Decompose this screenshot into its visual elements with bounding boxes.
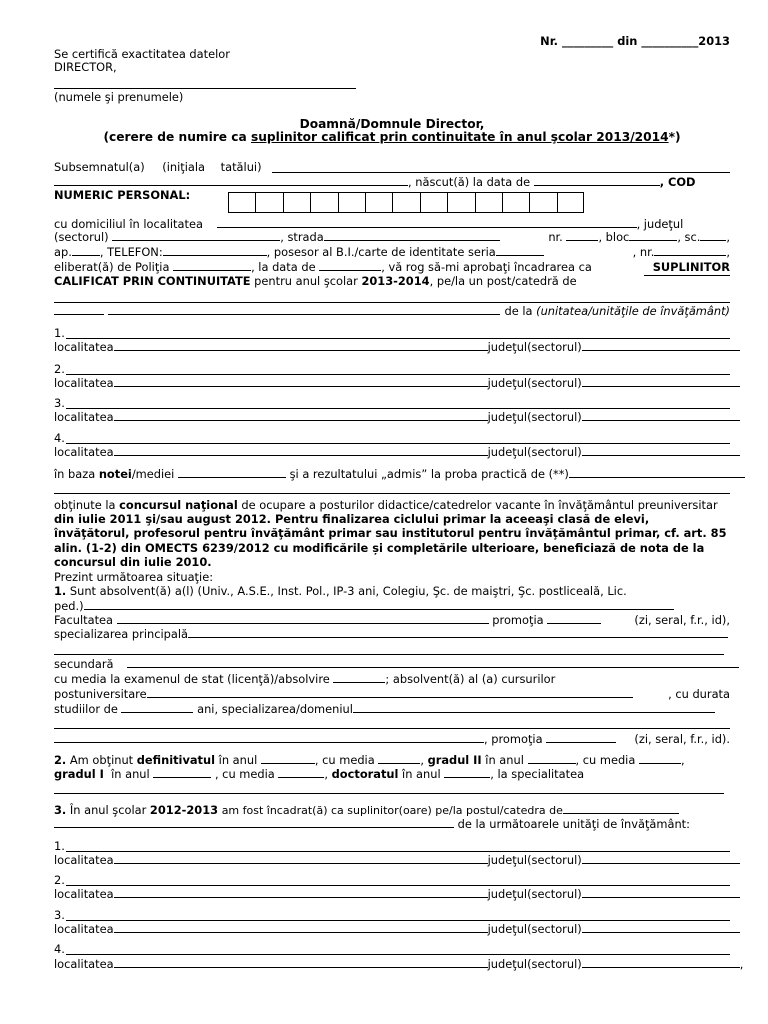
- domain-cont[interactable]: [54, 728, 730, 729]
- applicant-line-3: cu domiciliul în localitatea , judeţul: [54, 217, 684, 231]
- specialization-cont[interactable]: [54, 654, 724, 655]
- cnp-digit[interactable]: [228, 192, 255, 213]
- unit-b-4: 4.: [54, 942, 65, 956]
- cnp-digit[interactable]: [475, 192, 502, 213]
- unit-b-2: 2.: [54, 873, 65, 887]
- s3-post-field[interactable]: [563, 813, 679, 814]
- unit-b-1: 1.: [54, 839, 65, 853]
- exam-line: cu media la examenul de stat (licenţă)/absolvire ; absolvent(ă) al (a) cursurilor: [54, 672, 556, 686]
- cnp-digit[interactable]: [529, 192, 556, 213]
- cnp-digit[interactable]: [392, 192, 419, 213]
- promotion-2-field[interactable]: [546, 742, 616, 743]
- unit-a-1-field[interactable]: [66, 338, 730, 339]
- applicant-line-4: (sectorul) , strada nr. , bloc , sc. ,: [54, 230, 730, 244]
- director-name-hint: (numele şi prenumele): [54, 90, 184, 104]
- promotion-field[interactable]: [547, 623, 601, 624]
- s3-post-cont[interactable]: [54, 827, 454, 828]
- unit-a-4: 4.: [54, 431, 65, 445]
- county-input[interactable]: [582, 420, 740, 421]
- secondary-field[interactable]: [127, 667, 739, 668]
- unit-b-2-field[interactable]: [66, 885, 730, 886]
- locality-input[interactable]: [114, 967, 488, 968]
- unit-b-3-field[interactable]: [66, 920, 730, 921]
- name-field[interactable]: [272, 172, 730, 173]
- situation-intro: Prezint următoarea situaţie:: [54, 570, 214, 584]
- director-signature-line[interactable]: [54, 88, 356, 89]
- cnp-digit[interactable]: [283, 192, 310, 213]
- unit-b-1-field[interactable]: [66, 851, 730, 852]
- phd-year-field[interactable]: [444, 777, 490, 778]
- cnp-digit[interactable]: [557, 192, 584, 213]
- unit-a-3-field[interactable]: [66, 408, 730, 409]
- issue-date-field[interactable]: [319, 270, 381, 271]
- years-field[interactable]: [121, 712, 193, 713]
- post-field-end[interactable]: [54, 314, 104, 315]
- postgrad-line: postuniversitare , cu durata: [54, 687, 730, 701]
- locality-input[interactable]: [114, 455, 488, 456]
- unit-b-4-loc: localitatea judeţul(sectorul) ,: [54, 957, 744, 971]
- certify-text: Se certifică exactitatea datelor: [54, 47, 230, 61]
- locality-input[interactable]: [114, 420, 488, 421]
- unit-a-3-loc: localitatea judeţul(sectorul): [54, 411, 730, 424]
- grade-field[interactable]: [178, 477, 286, 478]
- promotion-2-line: , promoţia (zi, seral, f.r., id).: [54, 733, 730, 746]
- def-year-field[interactable]: [261, 763, 315, 764]
- applicant-line-9: de la (unitatea/unităţile de învăţământ): [54, 305, 730, 318]
- id-number-field[interactable]: [654, 255, 726, 256]
- applicant-line-5: ap. , TELEFON: , posesor al B.I./carte de identitate seria , nr. ,: [54, 245, 730, 259]
- county-input[interactable]: [582, 932, 740, 933]
- county-input[interactable]: [582, 386, 740, 387]
- situation-1-a: 1. Sunt absolvent(ă) a(l) (Univ., A.S.E., Inst. Pol., IP-3 ani, Colegiu, Şc. de maiştri, Şc. postliceală, Lic.: [54, 584, 627, 598]
- unit-a-2: 2.: [54, 362, 65, 376]
- practical-field-cont[interactable]: [54, 493, 730, 494]
- applicant-line-2: , născut(ă) la data de , COD: [54, 176, 730, 189]
- locality-field[interactable]: [217, 227, 637, 228]
- unit-b-2-loc: localitatea judeţul(sectorul): [54, 888, 730, 901]
- situation-2-line-1: 2. Am obţinut definitivatul în anul , cu media , gradul II în anul , cu media ,: [54, 753, 685, 767]
- domain-end[interactable]: [54, 742, 484, 743]
- locality-input[interactable]: [114, 863, 488, 864]
- locality-input[interactable]: [114, 897, 488, 898]
- situation-3-line-1: 3. În anul şcolar 2012-2013 am fost încadrat(ă) ca suplinitor(oare) pe/la postul/catedra de: [54, 804, 730, 817]
- county-input[interactable]: [582, 863, 740, 864]
- id-series-field[interactable]: [496, 255, 544, 256]
- unit-a-2-loc: localitatea judeţul(sectorul): [54, 377, 730, 390]
- grade-line-5: alin. (1-2) din OMECTS 6239/2012 cu modificările și completările ulterioare, beneficiază de nota de la: [54, 541, 705, 555]
- county-input[interactable]: [582, 967, 740, 968]
- cnp-digit[interactable]: [365, 192, 392, 213]
- phone-field[interactable]: [163, 255, 267, 256]
- cnp-label: NUMERIC PERSONAL:: [54, 188, 191, 202]
- name-field-cont[interactable]: [54, 185, 408, 186]
- grade-line-2: obţinute la concursul naţional de ocupare a posturilor didactice/catedrelor vacante în învăţământul preuniversitar: [54, 498, 718, 512]
- locality-input[interactable]: [114, 350, 488, 351]
- locality-input[interactable]: [114, 932, 488, 933]
- unit-a-3: 3.: [54, 396, 65, 410]
- cnp-digit[interactable]: [338, 192, 365, 213]
- unit-a-1: 1.: [54, 326, 65, 340]
- registration-number: Nr. _________ din __________2013: [540, 34, 730, 48]
- cnp-boxes[interactable]: [228, 192, 584, 213]
- g1-year-field[interactable]: [153, 777, 211, 778]
- director-label: DIRECTOR,: [54, 60, 117, 74]
- cnp-digit[interactable]: [502, 192, 529, 213]
- cnp-digit[interactable]: [310, 192, 337, 213]
- county-input[interactable]: [582, 897, 740, 898]
- applicant-line-1: Subsemnatul(a) (iniţiala tatălui): [54, 160, 262, 174]
- secondary-line: secundară: [54, 658, 730, 671]
- grade-line-1: în baza notei/mediei şi a rezultatului „admis” la proba practică de (**): [54, 468, 730, 481]
- unit-a-1-loc: localitatea judeţul(sectorul): [54, 341, 730, 354]
- post-field-cont[interactable]: [54, 302, 730, 303]
- def-grade-field[interactable]: [378, 763, 420, 764]
- number-field[interactable]: [566, 240, 598, 241]
- grade-line-6: concursul din iulie 2010.: [54, 555, 212, 569]
- specialty-field[interactable]: [54, 793, 724, 794]
- situation-2-line-2: gradul I în anul , cu media , doctoratul în anul , la specialitatea: [54, 767, 585, 781]
- cnp-digit[interactable]: [447, 192, 474, 213]
- sector-field[interactable]: [112, 240, 280, 241]
- unit-b-1-loc: localitatea judeţul(sectorul): [54, 854, 730, 867]
- county-input[interactable]: [582, 350, 740, 351]
- applicant-line-7: CALIFICAT PRIN CONTINUITATE pentru anul şcolar 2013-2014, pe/la un post/catedră de: [54, 275, 730, 288]
- studies-line: studiilor de ani, specializarea/domeniul: [54, 703, 730, 716]
- unit-b-3: 3.: [54, 908, 65, 922]
- unit-a-4-loc: localitatea judeţul(sectorul): [54, 446, 730, 459]
- unit-field[interactable]: [108, 314, 500, 315]
- grade-line-4: învăţătorul, profesorul pentru învăţământ primar sau institutorul pentru învăţământul primar, cf. art. 85: [54, 526, 727, 540]
- situation-1-b: ped.): [54, 600, 730, 613]
- post-field[interactable]: [644, 275, 730, 276]
- unit-a-2-field[interactable]: [66, 374, 730, 375]
- applicant-line-6: eliberat(ă) de Poliţia , la data de , vă rog să-mi aprobaţi încadrarea ca SUPLINITOR: [54, 260, 730, 274]
- g2-year-field[interactable]: [528, 763, 576, 764]
- request-title: (cerere de numire ca suplinitor calificat prin continuitate în anul şcolar 2013/2014*): [103, 130, 681, 144]
- birth-date-field[interactable]: [534, 185, 660, 186]
- unit-b-4-field[interactable]: [66, 954, 730, 955]
- county-input[interactable]: [582, 455, 740, 456]
- exam-grade-field[interactable]: [333, 682, 385, 683]
- cnp-digit[interactable]: [420, 192, 447, 213]
- salutation: Doamnă/Domnule Director,: [299, 117, 485, 131]
- domain-field[interactable]: [353, 712, 715, 713]
- police-field[interactable]: [173, 270, 251, 271]
- grade-line-3: din iulie 2011 şi/sau august 2012. Pentru finalizarea ciclului primar la aceeaşi clasă de elevi,: [54, 512, 650, 526]
- unit-b-3-loc: localitatea judeţul(sectorul): [54, 923, 730, 936]
- locality-input[interactable]: [114, 386, 488, 387]
- apartment-field[interactable]: [72, 255, 100, 256]
- block-field[interactable]: [629, 240, 677, 241]
- specialization-field[interactable]: [188, 637, 728, 638]
- institution-field[interactable]: [84, 609, 674, 610]
- spec-line: specializarea principală: [54, 628, 730, 641]
- street-field[interactable]: [324, 240, 500, 241]
- postgrad-field[interactable]: [147, 697, 633, 698]
- g2-grade-field[interactable]: [639, 763, 681, 764]
- faculty-field[interactable]: [117, 623, 489, 624]
- stair-field[interactable]: [700, 240, 726, 241]
- unit-a-4-field[interactable]: [66, 443, 730, 444]
- cnp-digit[interactable]: [255, 192, 282, 213]
- g1-grade-field[interactable]: [278, 777, 324, 778]
- practical-field[interactable]: [569, 477, 745, 478]
- faculty-line: Facultatea promoţia (zi, seral, f.r., id),: [54, 613, 730, 627]
- situation-3-line-2: de la următoarele unităţi de învăţământ:: [54, 818, 730, 831]
